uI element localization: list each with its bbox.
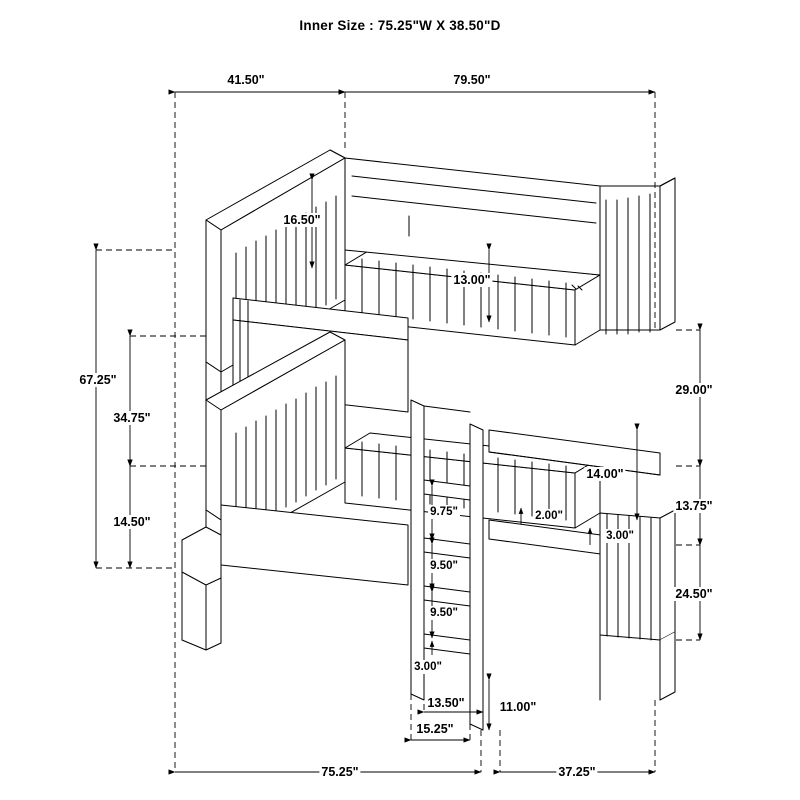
dimension-label-bed-width: 37.25" xyxy=(558,765,596,779)
dimension-label-slat-thickness: 2.00" xyxy=(535,510,563,522)
dimension-label-lower-bunk-height: 14.50" xyxy=(113,515,151,529)
dimension-label-ladder-step-1: 9.75" xyxy=(430,506,458,518)
dimension-label-ladder-outer-width: 15.25" xyxy=(416,722,454,736)
dimension-label-ladder-inner-width: 13.50" xyxy=(427,696,465,710)
dimension-label-lower-footboard: 24.50" xyxy=(675,587,713,601)
dimension-label-mid-gap: 13.75" xyxy=(675,499,713,513)
dimension-label-bed-length: 75.25" xyxy=(321,765,359,779)
dimension-label-footboard-upper: 29.00" xyxy=(675,383,713,397)
dimension-label-top-right-span: 79.50" xyxy=(453,73,491,87)
dimension-label-ladder-step-2: 9.50" xyxy=(430,560,458,572)
dimension-label-guardrail-height: 13.00" xyxy=(453,273,491,287)
dimension-label-footboard-rail: 14.00" xyxy=(586,467,624,481)
page-title: Inner Size : 75.25"W X 38.50"D xyxy=(299,18,501,33)
dimension-label-upper-bunk-height: 34.75" xyxy=(113,411,151,425)
dimension-label-clearance-height: 11.00" xyxy=(499,700,537,714)
dimension-label-ladder-step-3: 9.50" xyxy=(430,607,458,619)
dimension-label-headboard-rail: 16.50" xyxy=(283,213,321,227)
dimension-label-top-left-span: 41.50" xyxy=(227,73,265,87)
dimension-label-rail-thickness: 3.00" xyxy=(606,530,634,542)
dimension-label-overall-height: 67.25" xyxy=(79,373,117,387)
dimension-label-ladder-step-depth: 3.00" xyxy=(414,661,442,673)
